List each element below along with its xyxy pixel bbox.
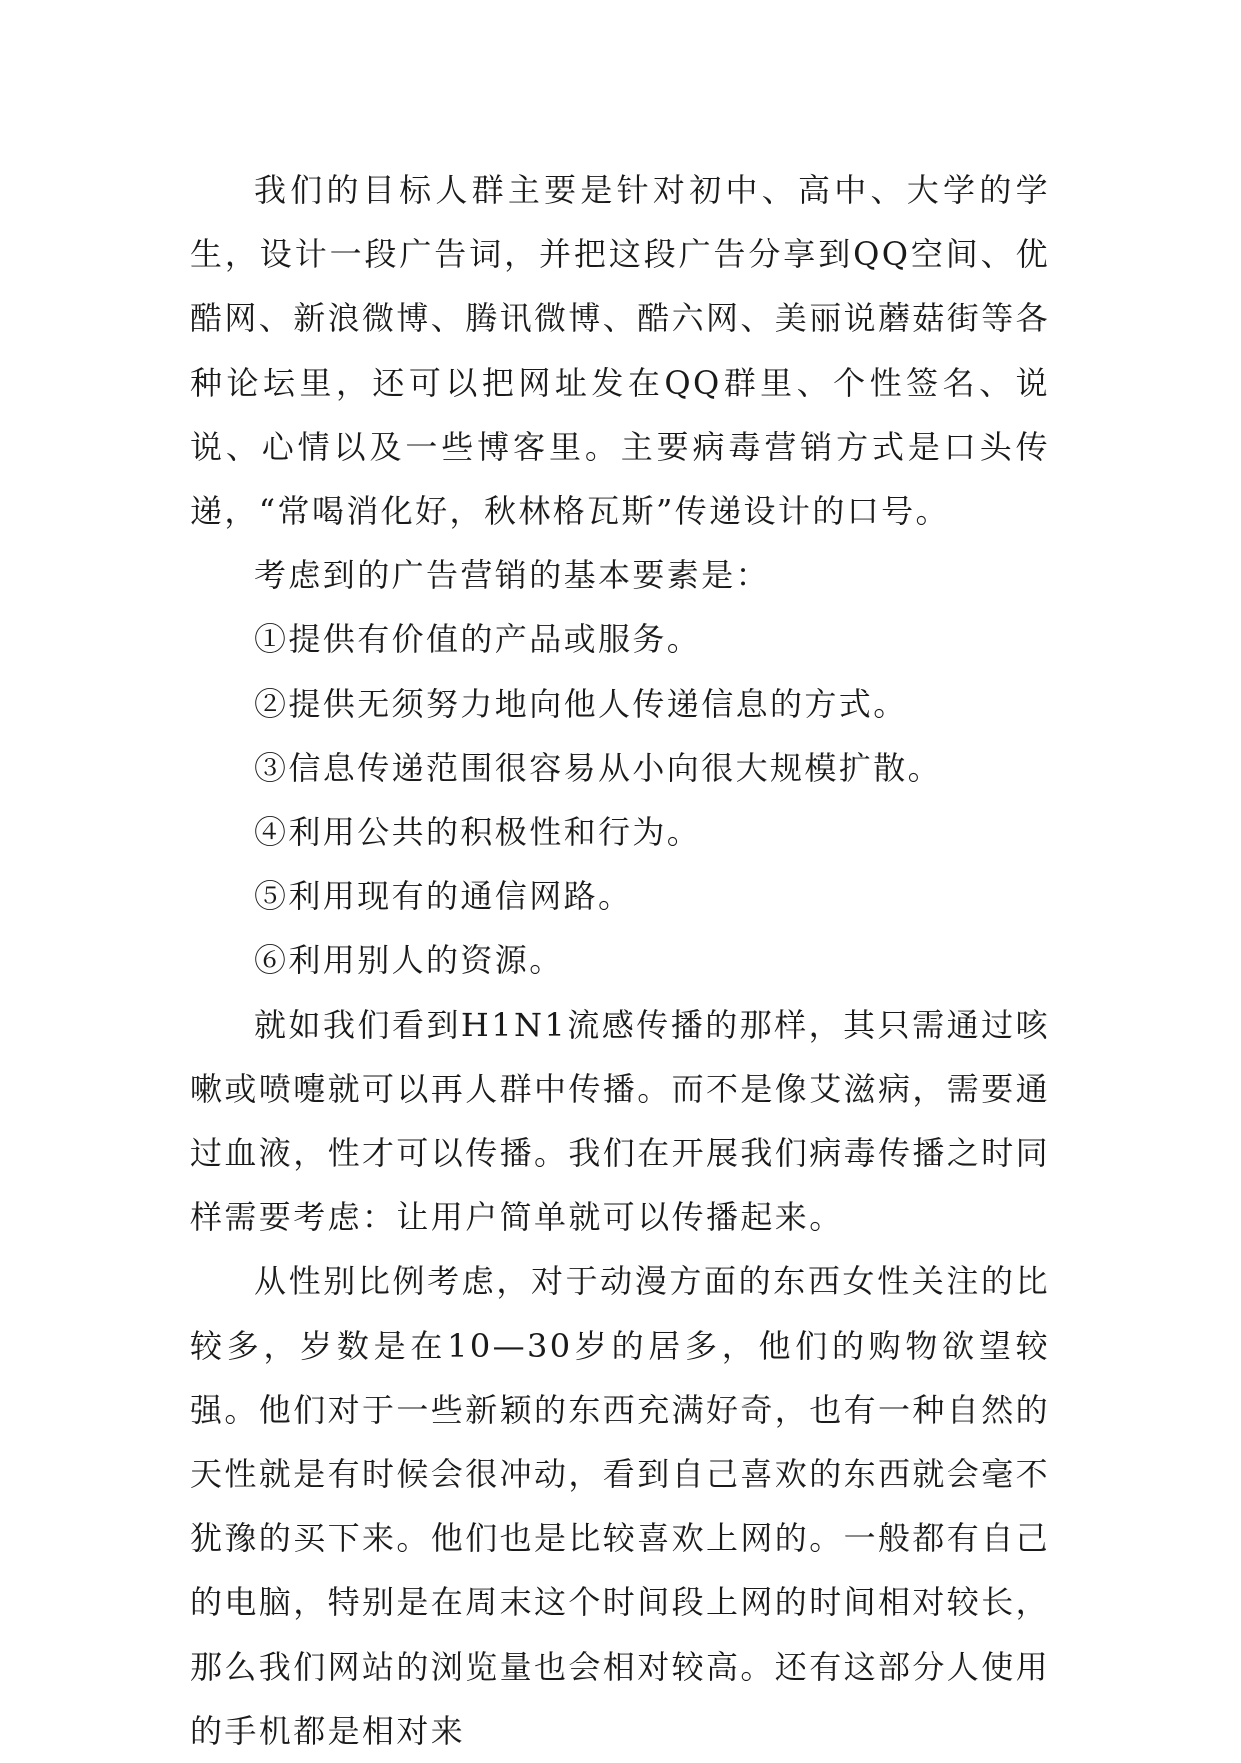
document-body bbox=[190, 158, 1050, 1763]
paragraph-target-audience: 我们的目标人群主要是针对初中、高中、大学的学生，设计一段广告词，并把这段广告分享到QQ空间、优酷网、新浪微博、腾讯微博、酷六网、美丽说蘑菇街等各种论坛里，还可以把网址发在QQ群里、个性签名、说说、心情以及一些博客里。主要病毒营销方式是口头传递，“常喝消化好，秋林格瓦斯”传递设计的口号。 bbox=[190, 171, 1051, 531]
list-item: ⑤利用现有的通信网路。 bbox=[254, 877, 633, 916]
paragraph-h1n1-example: 就如我们看到H1N1流感传播的那样，其只需通过咳嗽或喷嚏就可以再人群中传播。而不是像艾滋病，需要通过血液，性才可以传播。我们在开展我们病毒传播之时同样需要考虑：让用户简单就可以传播起来。 bbox=[190, 1005, 1051, 1237]
paragraph-basic-elements-intro: 考虑到的广告营销的基本要素是： bbox=[254, 556, 771, 595]
paragraph-gender-ratio: 从性别比例考虑，对于动漫方面的东西女性关注的比较多，岁数是在10—30岁的居多，他们的购物欲望较强。他们对于一些新颖的东西充满好奇，也有一种自然的天性就是有时候会很冲动，看到自己喜欢的东西就会毫不犹豫的买下来。他们也是比较喜欢上网的。一般都有自己的电脑，特别是在周末这个时间段上网的时间相对较长，那么我们网站的浏览量也会相对较高。还有这部分人使用的手机都是相对来 bbox=[190, 1262, 1051, 1750]
list-item: ③信息传递范围很容易从小向很大规模扩散。 bbox=[254, 748, 943, 787]
list-item: ①提供有价值的产品或服务。 bbox=[254, 620, 702, 659]
list-item: ⑥利用别人的资源。 bbox=[254, 941, 564, 980]
list-item: ②提供无须努力地向他人传递信息的方式。 bbox=[254, 684, 908, 723]
list-item: ④利用公共的积极性和行为。 bbox=[254, 813, 702, 852]
